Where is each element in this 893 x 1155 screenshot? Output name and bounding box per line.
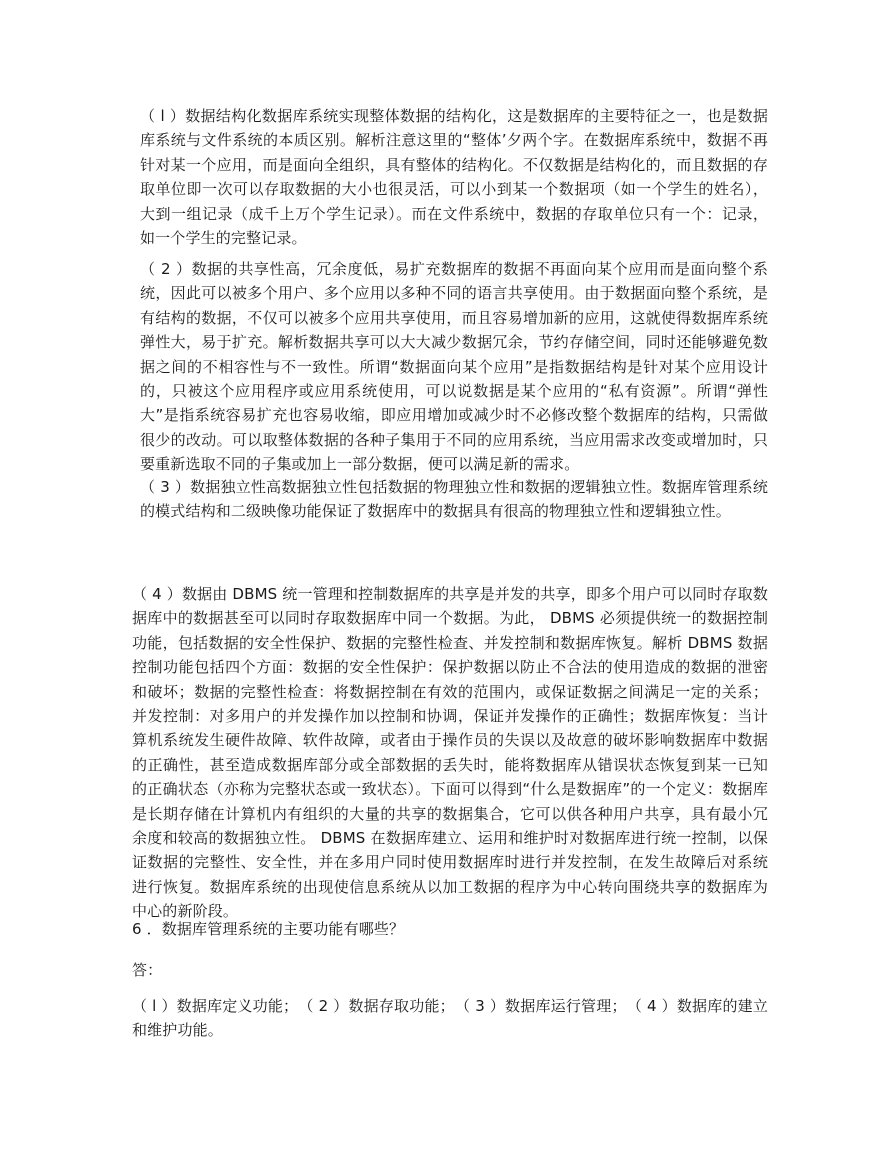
- answer-functions: （ l ）数据库定义功能； （ 2 ）数据存取功能； （ 3 ）数据库运行管理； （ 4 ）数据库的建立和维护功能。: [132, 997, 768, 1040]
- paragraph-data-sharing: （ 2 ）数据的共享性高，冗余度低，易扩充数据库的数据不再面向某个应用而是面向整个系统，因此可以被多个用户、多个应用以多种不同的语言共享使用。由于数据面向整个系统，是有结构的数据，不仅可以被多个应用共享使用，而且容易增加新的应用，这就使得数据库系统弹性大，易于扩充。解析数据共享可以大大减少数据冗余，节约存储空间，同时还能够避免数据之间的不相容性与不一致性。所谓“数据面向某个应用”是指数据结构是针对某个应用设计的，只被这个应用程序或应用系统使用，可以说数据是某个应用的“私有资源”。所谓“弹性大”是指系统容易扩充也容易收缩，即应用增加或减少时不必修改整个数据库的结构，只需做很少的改动。可以取整体数据的各种子集用于不同的应用系统，当应用需求改变或增加时，只要重新选取不同的子集或加上一部分数据，便可以满足新的需求。: [140, 260, 768, 474]
- paragraph-dbms-control: （ 4 ）数据由 DBMS 统一管理和控制数据库的共享是并发的共享，即多个用户可以同时存取数据库中的数据甚至可以同时存取数据库中同一个数据。为此， DBMS 必须提供统一的数据控制功能，包括数据的安全性保护、数据的完整性检查、并发控制和数据库恢复。解析 DBMS 数据控制功能包括四个方面：数据的安全性保护：保护数据以防止不合法的使用造成的数据的泄密和破坏；数据的完整性检查：将数据控制在有效的范围内，或保证数据之间满足一定的关系；并发控制：对多用户的并发操作加以控制和协调，保证并发操作的正确性；数据库恢复：当计算机系统发生硬件故障、软件故障，或者由于操作员的失误以及故意的破坏影响数据库中数据的正确性，甚至造成数据库部分或全部数据的丢失时，能将数据库从错误状态恢复到某一已知的正确状态（亦称为完整状态或一致状态）。下面可以得到“什么是数据库”的一个定义：数据库是长期存储在计算机内有组织的大量的共享的数据集合，它可以供各种用户共享，具有最小冗余度和较高的数据独立性。 DBMS 在数据库建立、运用和维护时对数据库进行统一控制，以保证数据的完整性、安全性，并在多用户同时使用数据库时进行并发控制，在发生故障后对系统进行恢复。数据库系统的出现使信息系统从以加工数据的程序为中心转向围绕共享的数据库为中心的新阶段。: [132, 585, 768, 921]
- answer-label: 答：: [132, 961, 163, 979]
- question-6: 6 ．数据库管理系统的主要功能有哪些？: [132, 920, 405, 938]
- paragraph-data-structuring: （ l ）数据结构化数据库系统实现整体数据的结构化，这是数据库的主要特征之一，也是数据库系统与文件系统的本质区别。解析注意这里的“整体’夕两个字。在数据库系统中，数据不再针对某一个应用，而是面向全组织，具有整体的结构化。不仅数据是结构化的，而且数据的存取单位即一次可以存取数据的大小也很灵活，可以小到某一个数据项（如一个学生的姓名），大到一组记录（成千上万个学生记录）。而在文件系统中，数据的存取单位只有一个：记录，如一个学生的完整记录。: [140, 107, 768, 248]
- paragraph-data-independence: （ 3 ）数据独立性高数据独立性包括数据的物理独立性和数据的逻辑独立性。数据库管理系统的模式结构和二级映像功能保证了数据库中的数据具有很高的物理独立性和逻辑独立性。: [140, 478, 768, 521]
